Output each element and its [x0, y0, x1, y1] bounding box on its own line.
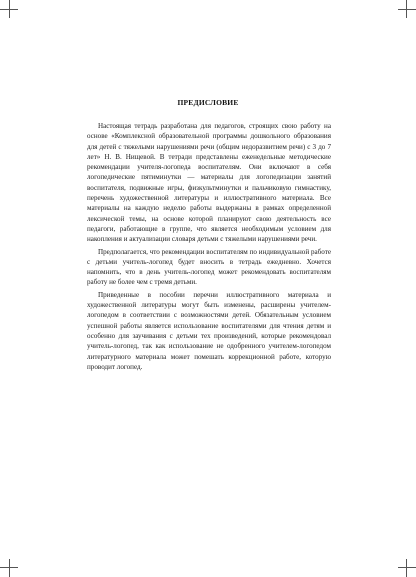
body-text — [87, 121, 331, 372]
crop-mark-top-right-h — [398, 9, 416, 10]
crop-mark-top-left-v — [9, 0, 10, 18]
paragraph-individual-work: Предполагается, что рекомендации воспитателям по индивидуальной работе с детьми учитель-логопед будет вносить в тетрадь ежедневно. Хочется напомнить, что в день учитель-логопед может рекомендовать воспитателям работу не более чем с тремя детьми. — [87, 247, 331, 287]
crop-mark-bottom-right-h — [398, 567, 416, 568]
paragraph-literature: Приведенные в пособии перечни иллюстративного материала и художественной литературы могут быть изменены, расширены учителем-логопедом в соответствии с возможностями детей. Обязательным условием успешной работы является использование воспитателями для чтения детям и особенно для заучивания с детьми тех произведений, которые рекомендовал учитель-логопед, так как использование не одобренного учителем-логопедом литературного материала может помешать коррекционной работе, которую проводит логопед. — [87, 290, 331, 371]
paragraph-intro: Настоящая тетрадь разработана для педагогов, строящих свою работу на основе «Комплексной образовательной программы дошкольного образования для детей с тяжелыми нарушениями речи (общим недоразвитием речи) с 3 до 7 лет» Н. В. Нищевой. В тетради представлены еженедельные методические рекомендации учителя-логопеда воспитателям. Они включают в себя логопедические пятиминутки — материалы для логопедизации занятий воспитателя, подвижные игры, физкультминутки и пальчиковую гимнастику, перечень художественной литературы и иллюстративного материала. Все материалы на каждую неделю работы выдержаны в рамках определенной лексической темы, на основе которой планируют свою деятельность все педагоги, работающие в группе, что является необходимым условием для накопления и актуализации словаря детьми с тяжелыми нарушениями речи. — [87, 122, 331, 244]
page-title: ПРЕДИСЛОВИЕ — [177, 98, 239, 107]
crop-mark-bottom-right-v — [406, 559, 407, 577]
crop-mark-top-right-v — [406, 0, 407, 18]
crop-mark-bottom-left-v — [9, 559, 10, 577]
